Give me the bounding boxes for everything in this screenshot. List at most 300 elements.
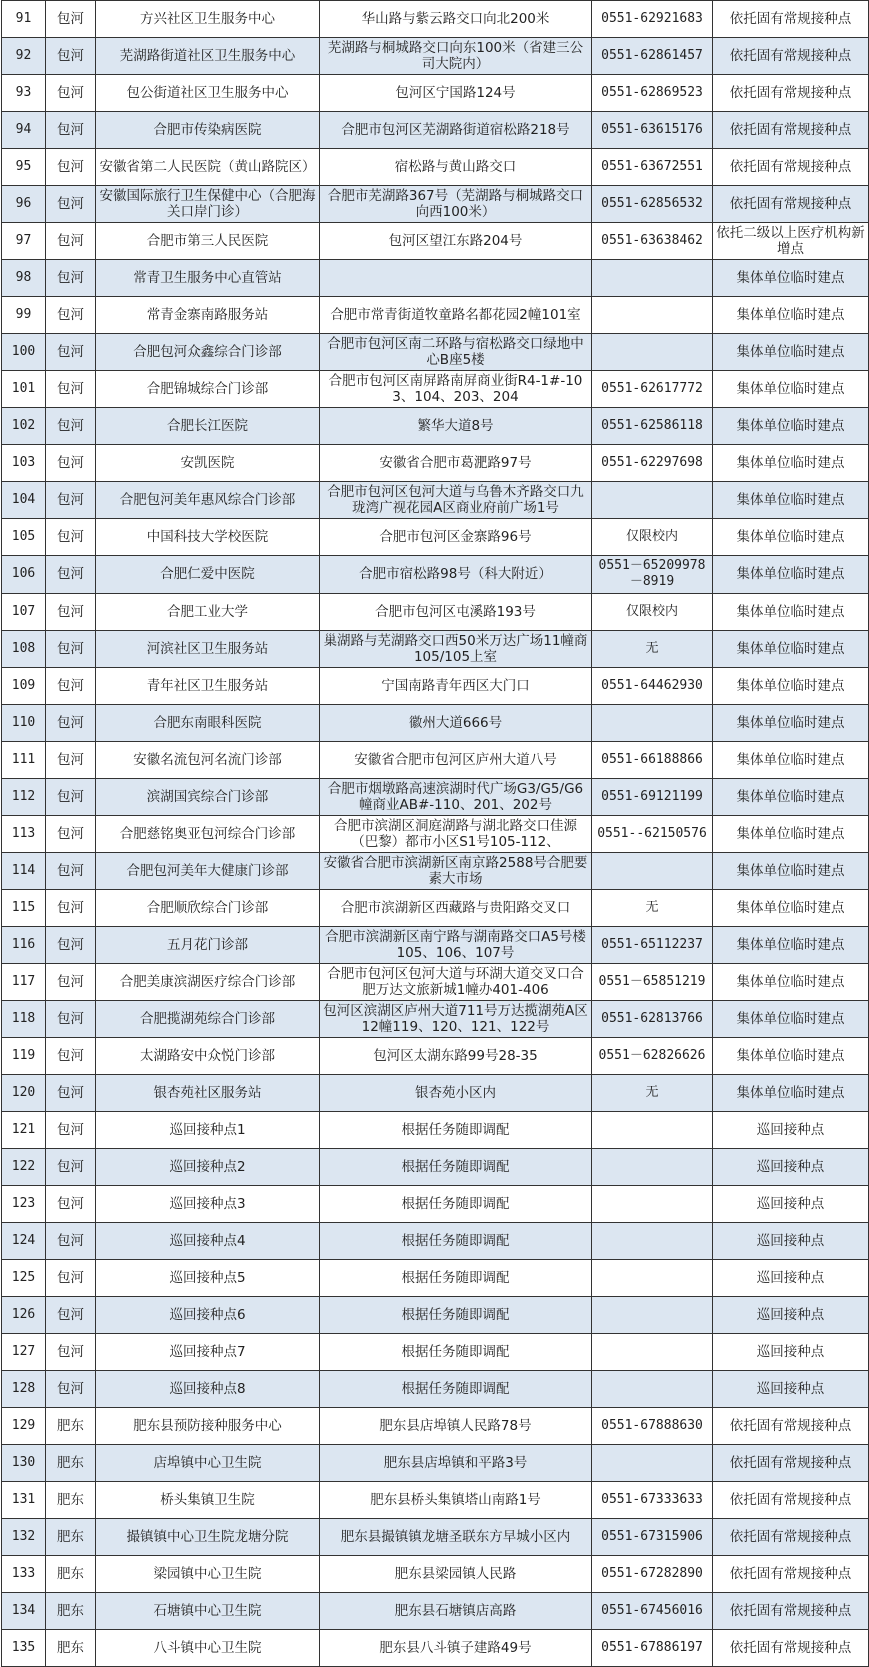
row-number-cell: 111 — [2, 741, 46, 778]
district-cell: 包河 — [46, 75, 96, 112]
address-cell: 宿松路与黄山路交口 — [320, 149, 592, 186]
district-cell: 包河 — [46, 1297, 96, 1334]
site-name-cell: 芜湖路街道社区卫生服务中心 — [96, 38, 320, 75]
row-number-cell: 113 — [2, 815, 46, 852]
site-name-cell: 巡回接种点8 — [96, 1371, 320, 1408]
row-number-cell: 122 — [2, 1148, 46, 1185]
site-name-cell: 常青金寨南路服务站 — [96, 297, 320, 334]
site-type-cell: 集体单位临时建点 — [713, 741, 869, 778]
row-number-cell: 108 — [2, 630, 46, 667]
table-row — [2, 1186, 869, 1223]
row-number-cell: 119 — [2, 1037, 46, 1074]
site-name-cell: 安凯医院 — [96, 445, 320, 482]
site-type-cell: 集体单位临时建点 — [713, 667, 869, 704]
site-type-cell: 巡回接种点 — [713, 1260, 869, 1297]
site-type-cell: 集体单位临时建点 — [713, 297, 869, 334]
table-row — [2, 1260, 869, 1297]
address-cell: 肥东县桥头集镇塔山南路1号 — [320, 1482, 592, 1519]
table-row — [2, 149, 869, 186]
phone-cell: 0551－65851219 — [592, 963, 713, 1000]
table-row — [2, 704, 869, 741]
phone-cell — [592, 1148, 713, 1185]
site-name-cell: 五月花门诊部 — [96, 926, 320, 963]
district-cell: 包河 — [46, 741, 96, 778]
address-cell: 根据任务随即调配 — [320, 1371, 592, 1408]
table-body — [2, 1, 869, 1667]
table-row — [2, 260, 869, 297]
phone-cell — [592, 1445, 713, 1482]
row-number-cell: 128 — [2, 1371, 46, 1408]
phone-cell: 0551--62150576 — [592, 815, 713, 852]
table-row — [2, 1000, 869, 1037]
address-cell: 根据任务随即调配 — [320, 1223, 592, 1260]
address-cell: 肥东县店埠镇人民路78号 — [320, 1408, 592, 1445]
site-name-cell: 桥头集镇卫生院 — [96, 1482, 320, 1519]
phone-cell: 0551-62586118 — [592, 408, 713, 445]
phone-cell: 0551-67333633 — [592, 1482, 713, 1519]
phone-cell: 0551-62856532 — [592, 186, 713, 223]
site-type-cell: 依托固有常规接种点 — [713, 1556, 869, 1593]
table-row — [2, 1334, 869, 1371]
phone-cell: 0551-67315906 — [592, 1519, 713, 1556]
address-cell: 徽州大道666号 — [320, 704, 592, 741]
row-number-cell: 96 — [2, 186, 46, 223]
site-type-cell: 巡回接种点 — [713, 1111, 869, 1148]
site-type-cell: 集体单位临时建点 — [713, 630, 869, 667]
address-cell: 包河区望江东路204号 — [320, 223, 592, 260]
district-cell: 包河 — [46, 815, 96, 852]
site-type-cell: 巡回接种点 — [713, 1371, 869, 1408]
row-number-cell: 118 — [2, 1000, 46, 1037]
site-type-cell: 巡回接种点 — [713, 1334, 869, 1371]
phone-cell: 0551-67456016 — [592, 1593, 713, 1630]
site-name-cell: 银杏苑社区服务站 — [96, 1074, 320, 1111]
site-type-cell: 依托固有常规接种点 — [713, 1, 869, 38]
district-cell: 包河 — [46, 186, 96, 223]
phone-cell: 无 — [592, 630, 713, 667]
address-cell: 合肥市滨湖新区南宁路与湖南路交口A5号楼105、106、107号 — [320, 926, 592, 963]
table-row — [2, 1371, 869, 1408]
site-type-cell: 依托固有常规接种点 — [713, 1482, 869, 1519]
site-name-cell: 巡回接种点2 — [96, 1148, 320, 1185]
address-cell: 安徽省合肥市包河区庐州大道八号 — [320, 741, 592, 778]
site-type-cell: 依托固有常规接种点 — [713, 1445, 869, 1482]
phone-cell: 0551－65209978－8919 — [592, 556, 713, 593]
district-cell: 包河 — [46, 1, 96, 38]
site-name-cell: 石塘镇中心卫生院 — [96, 1593, 320, 1630]
district-cell: 包河 — [46, 704, 96, 741]
site-name-cell: 合肥包河众鑫综合门诊部 — [96, 334, 320, 371]
district-cell: 包河 — [46, 852, 96, 889]
address-cell: 包河区太湖东路99号28-35 — [320, 1037, 592, 1074]
row-number-cell: 107 — [2, 593, 46, 630]
table-row — [2, 1223, 869, 1260]
address-cell: 根据任务随即调配 — [320, 1260, 592, 1297]
site-name-cell: 梁园镇中心卫生院 — [96, 1556, 320, 1593]
district-cell: 包河 — [46, 1000, 96, 1037]
district-cell: 包河 — [46, 1371, 96, 1408]
site-name-cell: 店埠镇中心卫生院 — [96, 1445, 320, 1482]
address-cell: 肥东县店埠镇和平路3号 — [320, 1445, 592, 1482]
district-cell: 肥东 — [46, 1630, 96, 1667]
address-cell: 肥东县梁园镇人民路 — [320, 1556, 592, 1593]
district-cell: 包河 — [46, 1037, 96, 1074]
site-type-cell: 集体单位临时建点 — [713, 593, 869, 630]
site-name-cell: 滨湖国宾综合门诊部 — [96, 778, 320, 815]
site-type-cell: 巡回接种点 — [713, 1148, 869, 1185]
address-cell: 合肥市包河区芜湖路街道宿松路218号 — [320, 112, 592, 149]
site-name-cell: 巡回接种点5 — [96, 1260, 320, 1297]
phone-cell — [592, 1371, 713, 1408]
row-number-cell: 101 — [2, 371, 46, 408]
row-number-cell: 106 — [2, 556, 46, 593]
site-type-cell: 集体单位临时建点 — [713, 1000, 869, 1037]
district-cell: 包河 — [46, 1074, 96, 1111]
table-row — [2, 1037, 869, 1074]
district-cell: 包河 — [46, 630, 96, 667]
site-type-cell: 巡回接种点 — [713, 1223, 869, 1260]
site-name-cell: 常青卫生服务中心直管站 — [96, 260, 320, 297]
table-row — [2, 741, 869, 778]
site-name-cell: 太湖路安中众悦门诊部 — [96, 1037, 320, 1074]
district-cell: 包河 — [46, 1111, 96, 1148]
district-cell: 包河 — [46, 260, 96, 297]
district-cell: 肥东 — [46, 1556, 96, 1593]
address-cell: 合肥市包河区包河大道与环湖大道交叉口合肥万达文旅新城1幢办401-406 — [320, 963, 592, 1000]
table-row — [2, 1630, 869, 1667]
table-row — [2, 889, 869, 926]
phone-cell: 0551-62813766 — [592, 1000, 713, 1037]
phone-cell: 0551-67886197 — [592, 1630, 713, 1667]
district-cell: 包河 — [46, 519, 96, 556]
site-type-cell: 依托固有常规接种点 — [713, 186, 869, 223]
table-row — [2, 112, 869, 149]
site-name-cell: 合肥市传染病医院 — [96, 112, 320, 149]
row-number-cell: 93 — [2, 75, 46, 112]
district-cell: 包河 — [46, 482, 96, 519]
table-row — [2, 667, 869, 704]
phone-cell: 仅限校内 — [592, 519, 713, 556]
row-number-cell: 129 — [2, 1408, 46, 1445]
row-number-cell: 133 — [2, 1556, 46, 1593]
site-type-cell: 集体单位临时建点 — [713, 334, 869, 371]
address-cell: 合肥市芜湖路367号（芜湖路与桐城路交口向西100米） — [320, 186, 592, 223]
table-row — [2, 1482, 869, 1519]
row-number-cell: 117 — [2, 963, 46, 1000]
site-type-cell: 依托固有常规接种点 — [713, 112, 869, 149]
phone-cell: 0551－62826626 — [592, 1037, 713, 1074]
district-cell: 包河 — [46, 371, 96, 408]
table-row — [2, 1556, 869, 1593]
vaccination-sites-table — [1, 0, 869, 1667]
phone-cell: 0551-62921683 — [592, 1, 713, 38]
district-cell: 肥东 — [46, 1593, 96, 1630]
site-type-cell: 集体单位临时建点 — [713, 445, 869, 482]
site-name-cell: 中国科技大学校医院 — [96, 519, 320, 556]
site-name-cell: 巡回接种点3 — [96, 1186, 320, 1223]
address-cell: 根据任务随即调配 — [320, 1111, 592, 1148]
district-cell: 包河 — [46, 667, 96, 704]
row-number-cell: 99 — [2, 297, 46, 334]
address-cell: 芜湖路与桐城路交口向东100米（省建三公司大院内） — [320, 38, 592, 75]
row-number-cell: 123 — [2, 1186, 46, 1223]
district-cell: 包河 — [46, 926, 96, 963]
address-cell: 根据任务随即调配 — [320, 1297, 592, 1334]
site-name-cell: 青年社区卫生服务站 — [96, 667, 320, 704]
row-number-cell: 135 — [2, 1630, 46, 1667]
site-type-cell: 依托固有常规接种点 — [713, 1593, 869, 1630]
address-cell: 包河区滨湖区庐州大道711号万达揽湖苑A区12幢119、120、121、122号 — [320, 1000, 592, 1037]
district-cell: 包河 — [46, 1148, 96, 1185]
row-number-cell: 94 — [2, 112, 46, 149]
phone-cell: 无 — [592, 1074, 713, 1111]
district-cell: 包河 — [46, 334, 96, 371]
row-number-cell: 127 — [2, 1334, 46, 1371]
table-row — [2, 38, 869, 75]
table-row — [2, 519, 869, 556]
site-type-cell: 巡回接种点 — [713, 1297, 869, 1334]
district-cell: 包河 — [46, 408, 96, 445]
table-row — [2, 223, 869, 260]
phone-cell: 0551-63638462 — [592, 223, 713, 260]
district-cell: 包河 — [46, 593, 96, 630]
table-row — [2, 1408, 869, 1445]
table-row — [2, 593, 869, 630]
table-row — [2, 926, 869, 963]
district-cell: 肥东 — [46, 1482, 96, 1519]
address-cell: 安徽省合肥市葛淝路97号 — [320, 445, 592, 482]
row-number-cell: 100 — [2, 334, 46, 371]
phone-cell — [592, 1260, 713, 1297]
phone-cell: 仅限校内 — [592, 593, 713, 630]
site-type-cell: 集体单位临时建点 — [713, 519, 869, 556]
row-number-cell: 134 — [2, 1593, 46, 1630]
table-row — [2, 186, 869, 223]
row-number-cell: 105 — [2, 519, 46, 556]
site-type-cell: 巡回接种点 — [713, 1186, 869, 1223]
table-row — [2, 297, 869, 334]
table-row — [2, 1519, 869, 1556]
row-number-cell: 124 — [2, 1223, 46, 1260]
address-cell: 合肥市包河区南屏路南屏商业街R4-1#-103、104、203、204 — [320, 371, 592, 408]
site-name-cell: 合肥揽湖苑综合门诊部 — [96, 1000, 320, 1037]
address-cell: 肥东县石塘镇店高路 — [320, 1593, 592, 1630]
address-cell: 根据任务随即调配 — [320, 1334, 592, 1371]
site-name-cell: 巡回接种点7 — [96, 1334, 320, 1371]
phone-cell: 0551-67888630 — [592, 1408, 713, 1445]
address-cell: 合肥市常青街道牧童路名都花园2幢101室 — [320, 297, 592, 334]
address-cell: 繁华大道8号 — [320, 408, 592, 445]
row-number-cell: 91 — [2, 1, 46, 38]
site-type-cell: 集体单位临时建点 — [713, 778, 869, 815]
site-name-cell: 合肥美康滨湖医疗综合门诊部 — [96, 963, 320, 1000]
district-cell: 包河 — [46, 445, 96, 482]
row-number-cell: 102 — [2, 408, 46, 445]
table-row — [2, 852, 869, 889]
phone-cell: 0551-62869523 — [592, 75, 713, 112]
district-cell: 包河 — [46, 963, 96, 1000]
site-type-cell: 依托固有常规接种点 — [713, 1630, 869, 1667]
phone-cell — [592, 704, 713, 741]
row-number-cell: 120 — [2, 1074, 46, 1111]
district-cell: 包河 — [46, 1260, 96, 1297]
site-name-cell: 合肥仁爱中医院 — [96, 556, 320, 593]
row-number-cell: 114 — [2, 852, 46, 889]
site-name-cell: 合肥锦城综合门诊部 — [96, 371, 320, 408]
site-name-cell: 合肥慈铭奥亚包河综合门诊部 — [96, 815, 320, 852]
district-cell: 包河 — [46, 112, 96, 149]
table-row — [2, 408, 869, 445]
phone-cell: 0551-65112237 — [592, 926, 713, 963]
phone-cell: 0551-62297698 — [592, 445, 713, 482]
row-number-cell: 115 — [2, 889, 46, 926]
site-type-cell: 集体单位临时建点 — [713, 963, 869, 1000]
address-cell — [320, 260, 592, 297]
phone-cell: 0551-62861457 — [592, 38, 713, 75]
site-type-cell: 依托固有常规接种点 — [713, 38, 869, 75]
site-name-cell: 撮镇镇中心卫生院龙塘分院 — [96, 1519, 320, 1556]
table-row — [2, 334, 869, 371]
site-type-cell: 依托固有常规接种点 — [713, 1408, 869, 1445]
address-cell: 合肥市滨湖新区西藏路与贵阳路交叉口 — [320, 889, 592, 926]
row-number-cell: 112 — [2, 778, 46, 815]
site-type-cell: 依托固有常规接种点 — [713, 75, 869, 112]
site-name-cell: 八斗镇中心卫生院 — [96, 1630, 320, 1667]
site-name-cell: 合肥工业大学 — [96, 593, 320, 630]
site-name-cell: 合肥东南眼科医院 — [96, 704, 320, 741]
district-cell: 包河 — [46, 1334, 96, 1371]
row-number-cell: 132 — [2, 1519, 46, 1556]
site-type-cell: 集体单位临时建点 — [713, 1074, 869, 1111]
address-cell: 合肥市包河区屯溪路193号 — [320, 593, 592, 630]
address-cell: 合肥市包河区南二环路与宿松路交口绿地中心B座5楼 — [320, 334, 592, 371]
address-cell: 合肥市包河区金寨路96号 — [320, 519, 592, 556]
site-type-cell: 集体单位临时建点 — [713, 1037, 869, 1074]
address-cell: 肥东县撮镇镇龙塘圣联东方早城小区内 — [320, 1519, 592, 1556]
site-name-cell: 巡回接种点4 — [96, 1223, 320, 1260]
phone-cell — [592, 1334, 713, 1371]
row-number-cell: 103 — [2, 445, 46, 482]
address-cell: 合肥市包河区包河大道与乌鲁木齐路交口九珑湾广视花园A区商业府前广场1号 — [320, 482, 592, 519]
district-cell: 包河 — [46, 149, 96, 186]
site-name-cell: 安徽国际旅行卫生保健中心（合肥海关口岸门诊） — [96, 186, 320, 223]
site-type-cell: 集体单位临时建点 — [713, 815, 869, 852]
site-name-cell: 方兴社区卫生服务中心 — [96, 1, 320, 38]
district-cell: 包河 — [46, 223, 96, 260]
site-type-cell: 依托固有常规接种点 — [713, 1519, 869, 1556]
site-type-cell: 集体单位临时建点 — [713, 926, 869, 963]
table-row — [2, 1074, 869, 1111]
table-row — [2, 482, 869, 519]
site-name-cell: 合肥包河美年惠风综合门诊部 — [96, 482, 320, 519]
site-type-cell: 集体单位临时建点 — [713, 556, 869, 593]
phone-cell: 0551-66188866 — [592, 741, 713, 778]
phone-cell — [592, 482, 713, 519]
row-number-cell: 95 — [2, 149, 46, 186]
site-type-cell: 集体单位临时建点 — [713, 408, 869, 445]
district-cell: 包河 — [46, 1223, 96, 1260]
district-cell: 包河 — [46, 778, 96, 815]
site-type-cell: 集体单位临时建点 — [713, 371, 869, 408]
row-number-cell: 110 — [2, 704, 46, 741]
table-row — [2, 371, 869, 408]
site-name-cell: 包公街道社区卫生服务中心 — [96, 75, 320, 112]
phone-cell — [592, 1186, 713, 1223]
phone-cell — [592, 334, 713, 371]
address-cell: 巢湖路与芜湖路交口西50米万达广场11幢商105/105上室 — [320, 630, 592, 667]
district-cell: 包河 — [46, 556, 96, 593]
address-cell: 合肥市滨湖区洞庭湖路与湖北路交口佳源（巴黎）都市小区S1号105-112、 — [320, 815, 592, 852]
site-name-cell: 肥东县预防接种服务中心 — [96, 1408, 320, 1445]
phone-cell — [592, 297, 713, 334]
site-type-cell: 集体单位临时建点 — [713, 482, 869, 519]
table-row — [2, 1445, 869, 1482]
site-name-cell: 合肥长江医院 — [96, 408, 320, 445]
table-row — [2, 1593, 869, 1630]
site-type-cell: 依托固有常规接种点 — [713, 149, 869, 186]
table-row — [2, 1297, 869, 1334]
site-name-cell: 河滨社区卫生服务站 — [96, 630, 320, 667]
site-name-cell: 合肥顺欣综合门诊部 — [96, 889, 320, 926]
table-row — [2, 963, 869, 1000]
site-name-cell: 巡回接种点6 — [96, 1297, 320, 1334]
site-type-cell: 集体单位临时建点 — [713, 704, 869, 741]
phone-cell — [592, 852, 713, 889]
row-number-cell: 125 — [2, 1260, 46, 1297]
phone-cell: 0551-63672551 — [592, 149, 713, 186]
address-cell: 宁国南路青年西区大门口 — [320, 667, 592, 704]
row-number-cell: 130 — [2, 1445, 46, 1482]
address-cell: 合肥市烟墩路高速滨湖时代广场G3/G5/G6幢商业AB#-110、201、202号 — [320, 778, 592, 815]
address-cell: 安徽省合肥市滨湖新区南京路2588号合肥要素大市场 — [320, 852, 592, 889]
table-row — [2, 445, 869, 482]
row-number-cell: 92 — [2, 38, 46, 75]
table-row — [2, 1, 869, 38]
phone-cell — [592, 260, 713, 297]
district-cell: 包河 — [46, 889, 96, 926]
district-cell: 包河 — [46, 297, 96, 334]
row-number-cell: 126 — [2, 1297, 46, 1334]
row-number-cell: 121 — [2, 1111, 46, 1148]
site-type-cell: 依托二级以上医疗机构新增点 — [713, 223, 869, 260]
address-cell: 肥东县八斗镇子建路49号 — [320, 1630, 592, 1667]
phone-cell — [592, 1111, 713, 1148]
phone-cell: 0551-67282890 — [592, 1556, 713, 1593]
address-cell: 根据任务随即调配 — [320, 1186, 592, 1223]
site-name-cell: 合肥市第三人民医院 — [96, 223, 320, 260]
row-number-cell: 97 — [2, 223, 46, 260]
site-type-cell: 集体单位临时建点 — [713, 260, 869, 297]
row-number-cell: 98 — [2, 260, 46, 297]
district-cell: 肥东 — [46, 1408, 96, 1445]
site-name-cell: 安徽名流包河名流门诊部 — [96, 741, 320, 778]
row-number-cell: 109 — [2, 667, 46, 704]
phone-cell: 无 — [592, 889, 713, 926]
address-cell: 银杏苑小区内 — [320, 1074, 592, 1111]
phone-cell: 0551-62617772 — [592, 371, 713, 408]
row-number-cell: 104 — [2, 482, 46, 519]
address-cell: 包河区宁国路124号 — [320, 75, 592, 112]
table-row — [2, 815, 869, 852]
table-row — [2, 556, 869, 593]
phone-cell — [592, 1297, 713, 1334]
row-number-cell: 116 — [2, 926, 46, 963]
phone-cell: 0551-63615176 — [592, 112, 713, 149]
district-cell: 肥东 — [46, 1445, 96, 1482]
address-cell: 合肥市宿松路98号（科大附近） — [320, 556, 592, 593]
address-cell: 根据任务随即调配 — [320, 1148, 592, 1185]
district-cell: 包河 — [46, 1186, 96, 1223]
